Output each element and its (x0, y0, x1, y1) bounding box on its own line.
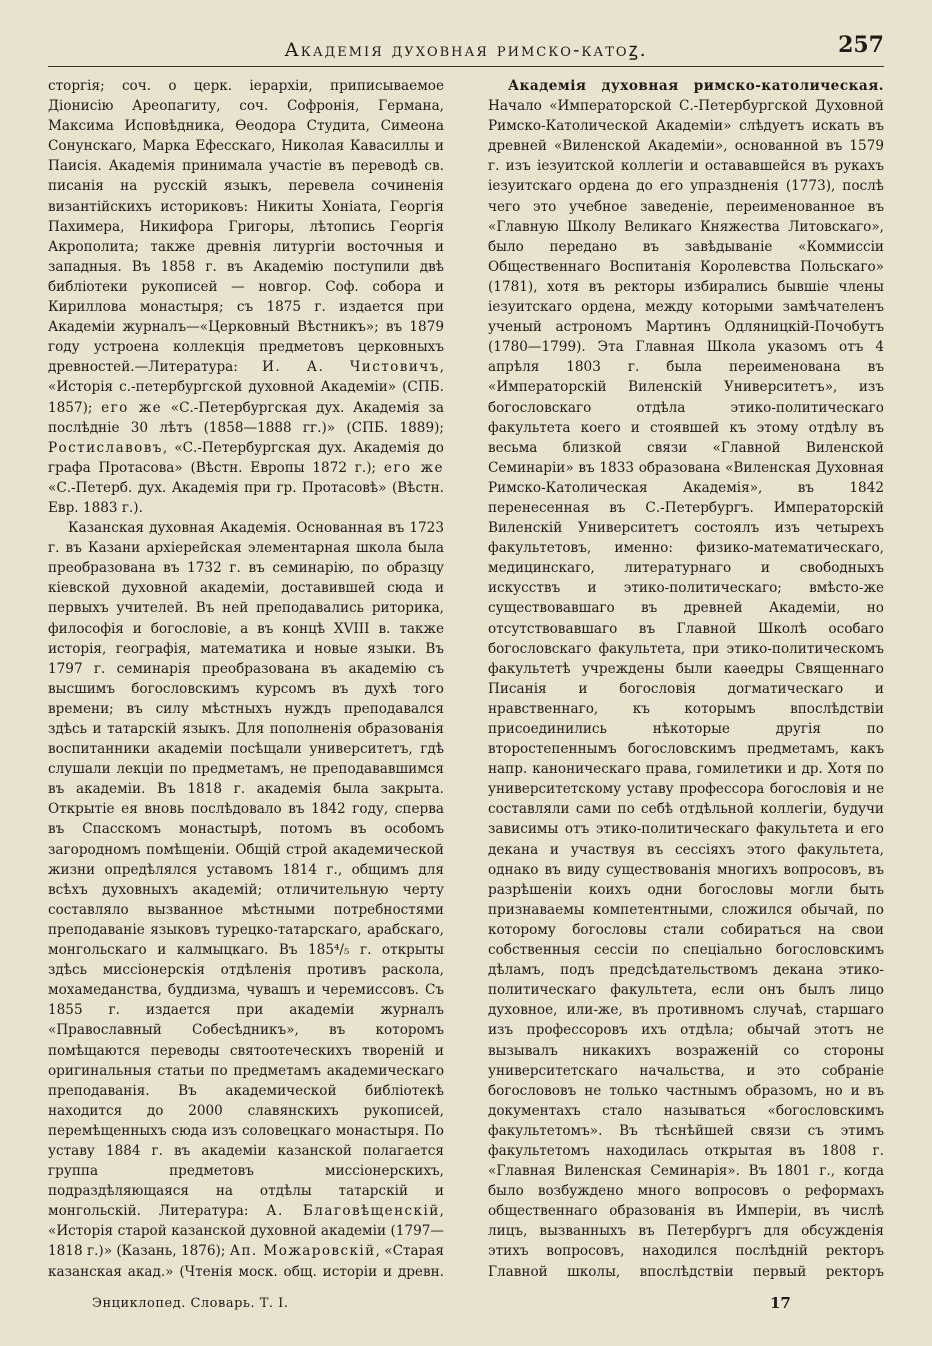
author-name: И. А. Чистовичъ (262, 359, 440, 376)
text-run: , «Старая казанская акад.» (Чтенія моск. общ. исторіи и древн. (48, 1243, 444, 1280)
author-name: Ростиславовъ (48, 439, 163, 456)
text-run: , «Исторія старой казанской духовной академіи (1797—1818 г.)» (Казань, 1876); (48, 1203, 444, 1260)
text-run: , «С.-Петербургская дух. Академія до графа Протасова» (Вѣстн. Европы 1872 г.); (48, 439, 444, 476)
paragraph-kazan-academy (48, 518, 444, 1280)
text-run: «С.-Петерб. дух. Академія при гр. Протасовѣ» (Вѣстн. Евр. 1883 г.). (48, 479, 444, 516)
paragraph-roman-catholic-academy (488, 76, 884, 1280)
article-heading: Академія духовная римско-католическая. (508, 78, 884, 94)
page-footer (48, 1296, 884, 1320)
text-run: Начало «Императорской С.-Петербургской Духовной Римско-Католической Академіи» слѣдуетъ искать въ древней «Виленской Академіи», основанной въ 1579 г. изъ іезуитской коллегіи и остававшейся въ рукахъ іезуитскаго ордена до его упраздненія (1773), послѣ чего это учебное заведеніе, переименованное въ «Главную Школу Великаго Княжества Литовскаго», было передано въ завѣдываніе «Коммиссіи Общественнаго Воспитанія Королевства Польскаго» (1781), хотя въ ректоры избирались бывшіе члены іезуитскаго ордена, между которыми замѣчателенъ ученый астрономъ Мартинъ Одляницкій-Почобутъ (1780—1799). Эта Главная Школа указомъ отъ 4 апрѣля 1803 г. была переименована въ «Императорскій Виленскій Университетъ», изъ богословскаго отдѣла этико-политическаго факультета коего и стоявшей къ этому отдѣлу въ весьма близкой связи «Главной Виленской Семинаріи» въ 1833 образована «Виленская Духовная Римско-Католическая Академія», въ 1842 перенесенная въ С.-Петербургъ. Императорскій Виленскій Университетъ состоялъ изъ четырехъ факультетовъ, именно: физико-математическаго, медицинскаго, литературнаго и свободныхъ искусствъ и этико-политическаго; вмѣсто-же существовавшаго въ древней Академіи, но отсутствовавшаго въ Главной Школѣ особаго богословскаго факультета, при этико-политическомъ факультетѣ учреждены были каѳедры Священнаго Писанія и богословія догматическаго и нравственнаго, къ которымъ впослѣдствіи присоединились нѣкоторые другія по второстепеннымъ богословскимъ предметамъ, какъ напр. каноническаго права, гомилетики и др. Хотя по университетскому уставу профессора богословія и не составляли сами по себѣ отдѣльной коллегіи, будучи зависимы отъ этико-политическаго факультета и его декана и участвуя въ сессіяхъ этого факультета, однако въ виду существованія многихъ вопросовъ, въ разрѣшеніи коихъ одни богословы могли быть признаваемы компетентными, сложился обычай, по которому богословы стали собираться на свои собственныя сессіи по спеціально богословскимъ дѣламъ, подъ предсѣдательствомъ декана этико-политическаго факультета, если онъ былъ лицо духовное, или-же, въ противномъ случаѣ, старшаго изъ профессоровъ ихъ отдѣла; обычай этотъ не вызывалъ никакихъ возраженій со стороны университетскаго начальства, и это собраніе богослововъ не только частнымъ образомъ, но и въ документахъ стало называться «богословскимъ факультетомъ». Въ тѣснѣйшей связи съ этимъ факультетомъ находилась открытая въ 1808 г. «Главная Виленская Семинарія». Въ 1801 г., когда было возбуждено много вопросовъ о реформахъ общественнаго образованія въ Имперіи, въ числѣ лицъ, вызванныхъ въ Петербургъ для обсужденія этихъ вопросовъ, находился послѣдній ректоръ Главной школы, впослѣдствіи первый ректоръ (488, 98, 884, 1280)
author-name: А. Благовѣщенскій (266, 1203, 440, 1220)
right-column (488, 76, 884, 1280)
text-run: , «Исторія с.-петербургской духовной Академіи» (СПБ. 1857); (48, 359, 444, 416)
running-header (48, 30, 884, 67)
text-run: сторгія; соч. о церк. іерархіи, приписываемое Діонисію Ареопагиту, соч. Софронія, Германа, Максима Исповѣдника, Ѳеодора Студита, Симеона Сонунскаго, Марка Ефесскаго, Николая Кавасиллы и Паисія. Академія принимала участіе въ переводѣ св. писанія на русскій языкъ, перевела сочиненія византійскихъ историковъ: Никиты Хоніата, Георгія Пахимера, Никифора Григоры, лѣтопись Георгія Акрополита; также древнія литургіи восточныя и западныя. Въ 1858 г. въ Академію поступили двѣ библіотеки рукописей — новгор. Соф. собора и Кириллова монастыря; съ 1875 г. издается при Академіи журналъ—«Церковный Вѣстникъ»; въ 1879 году устроена коллекція предметовъ церковныхъ древностей.—Литература: (48, 78, 444, 376)
left-column (48, 76, 444, 1280)
author-name: его же (383, 459, 444, 476)
sheet-number: 17 (770, 1294, 791, 1312)
page-number: 257 (838, 32, 884, 58)
running-title: Академія духовная римско-катоꙁ. (284, 39, 648, 61)
text-run: «С.-Петербургская дух. Академія за послѣдніе 30 лѣтъ (1858—1888 гг.)» (СПБ. 1889); (48, 399, 444, 436)
paragraph-spb-academy-end (48, 76, 444, 518)
signature-mark: Энциклопед. Словарь. Т. I. (92, 1296, 289, 1311)
author-name: Ап. Можаровскій (229, 1243, 376, 1260)
author-name: его же (101, 399, 163, 416)
text-run: Казанская духовная Академія. Основанная въ 1723 г. въ Казани архіерейская элементарная школа была преобразована въ 1732 г. въ семинарію, по образцу кіевской духовной академіи, доставившей сюда и первыхъ учителей. Въ ней преподавались риторика, философія и богословіе, а въ концѣ XVIII в. также исторія, географія, математика и новые языки. Въ 1797 г. семинарія преобразована въ академію съ высшимъ богословскимъ курсомъ въ духѣ того времени; въ силу мѣстныхъ нуждъ преподавался здѣсь и татарскій языкъ. Для пополненія образованія воспитанники академіи посѣщали университетъ, гдѣ слушали лекціи по предметамъ, не преподававшимся въ академіи. Въ 1818 г. академія была закрыта. Открытіе ея вновь послѣдовало въ 1842 году, сперва въ Спасскомъ монастырѣ, потомъ въ особомъ загородномъ помѣщеніи. Общій строй академической жизни опредѣлялся уставомъ 1814 г., общимъ для всѣхъ духовныхъ академій; отличительную черту составляло вызванное мѣстными потребностями преподаваніе языковъ турецко-татарскаго, арабскаго, монгольскаго и калмыцкаго. Въ 185⁴/₅ г. открыты здѣсь миссіонерскія отдѣленія противъ раскола, мохамеданства, буддизма, чувашъ и черемиссовъ. Съ 1855 г. издается при академіи журналъ «Православный Собесѣдникъ», въ которомъ помѣщаются переводы святоотеческихъ твореній и оригинальныя статьи по предметамъ академическаго преподаванія. Въ академической библіотекѣ находится до 2000 славянскихъ рукописей, перемѣщенныхъ сюда изъ соловецкаго монастыря. По уставу 1884 г. въ академіи казанской полагается группа предметовъ миссіонерскихъ, подраздѣляющаяся на отдѣлы татарскій и монгольскій. Литература: (48, 520, 444, 1220)
